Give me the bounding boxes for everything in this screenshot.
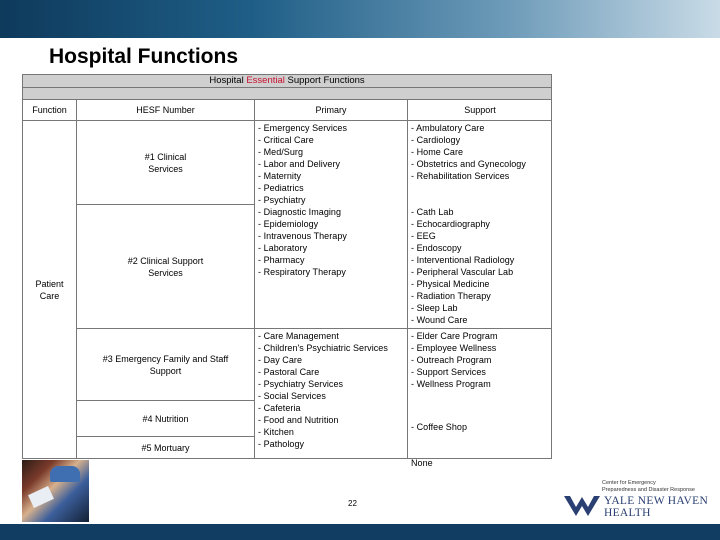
list-item: - Rehabilitation Services (411, 171, 510, 181)
list-item: - EEG (411, 231, 436, 241)
list-item: - Laboratory (258, 243, 308, 253)
list-item: - Psychiatry Services (258, 379, 344, 389)
list-item: - Obstetrics and Gynecology (411, 159, 526, 169)
id-card (28, 486, 54, 508)
list-item: - Epidemiology (258, 219, 319, 229)
hesf-3: #3 Emergency Family and Staff Support (77, 329, 255, 401)
support-5 (408, 457, 552, 469)
list-item: - Employee Wellness (411, 343, 497, 353)
list-item: - Wound Care (411, 315, 468, 325)
list-item: - Social Services (258, 391, 326, 401)
primary-support (255, 329, 408, 458)
list-item: - Support Services (411, 367, 486, 377)
list-item: - Maternity (258, 171, 302, 181)
logo-name (604, 495, 708, 519)
caption-before: Hospital (209, 75, 247, 86)
list-item: - Physical Medicine (411, 279, 490, 289)
list-item: - Echocardiography (411, 219, 490, 229)
list-item: - Sleep Lab (411, 303, 458, 313)
medical-staff-photo (22, 460, 89, 522)
support-1 (408, 121, 552, 205)
logo-name-line1: YALE NEW HAVEN (604, 495, 709, 507)
list-item: - Coffee Shop (411, 422, 468, 432)
logo-name-line2: HEALTH (604, 507, 651, 519)
logo-tagline-line: Center for Emergency (602, 480, 656, 486)
top-banner (0, 0, 720, 38)
list-item: - Labor and Delivery (258, 159, 341, 169)
hesf-5: #5 Mortuary (77, 437, 255, 458)
list-item: - Cath Lab (411, 207, 454, 217)
logo-tagline (602, 480, 695, 493)
hesf-2: #2 Clinical Support Services (77, 205, 255, 329)
table-spacer-row (23, 88, 551, 100)
header-function: Function (23, 100, 77, 121)
list-item: - Pastoral Care (258, 367, 320, 377)
list-item: - Pathology (258, 439, 305, 449)
list-item: - Peripheral Vascular Lab (411, 267, 514, 277)
list-item: - Kitchen (258, 427, 294, 437)
list-item: - Emergency Services (258, 123, 348, 133)
caption-after: Support Functions (284, 75, 365, 86)
functions-table (22, 74, 552, 468)
list-item: - Psychiatry (258, 195, 306, 205)
list-item: - Critical Care (258, 135, 314, 145)
list-item: - Outreach Program (411, 355, 492, 365)
support-4 (408, 421, 552, 437)
list-item: - Med/Surg (258, 147, 304, 157)
list-item: - Endoscopy (411, 243, 462, 253)
list-item: - Home Care (411, 147, 464, 157)
ynh-logo-icon (562, 492, 602, 520)
support-2 (408, 205, 552, 329)
header-hesf: HESF Number (77, 100, 255, 121)
list-item: - Respiratory Therapy (258, 267, 346, 277)
function-patient-care: Patient Care (23, 121, 77, 458)
list-item: - Cafeteria (258, 403, 301, 413)
caption-highlight: Essential (246, 75, 285, 86)
page-number: 22 (348, 499, 357, 508)
hesf-4: #4 Nutrition (77, 401, 255, 437)
hesf-1: #1 Clinical Services (77, 121, 255, 205)
list-item: - Pediatrics (258, 183, 304, 193)
table-body (23, 100, 551, 468)
list-item: - Day Care (258, 355, 303, 365)
logo-tagline-line: Preparedness and Disaster Response (602, 486, 695, 493)
page-title: Hospital Functions (49, 45, 238, 68)
primary-clinical (255, 121, 408, 329)
list-item: - Interventional Radiology (411, 255, 515, 265)
table-caption (23, 75, 551, 88)
list-item: - Ambulatory Care (411, 123, 485, 133)
header-primary: Primary (255, 100, 408, 121)
list-item: None (411, 458, 433, 468)
list-item: - Diagnostic Imaging (258, 207, 342, 217)
list-item: - Care Management (258, 331, 339, 341)
list-item: - Cardiology (411, 135, 461, 145)
list-item: - Intravenous Therapy (258, 231, 347, 241)
surgical-cap (50, 466, 80, 482)
list-item: - Radiation Therapy (411, 291, 491, 301)
list-item: - Children's Psychiatric Services (258, 343, 388, 353)
header-support: Support (408, 100, 552, 121)
list-item: - Food and Nutrition (258, 415, 339, 425)
list-item: - Elder Care Program (411, 331, 498, 341)
list-item: - Pharmacy (258, 255, 305, 265)
bottom-banner (0, 524, 720, 540)
list-item: - Wellness Program (411, 379, 491, 389)
support-3 (408, 329, 552, 401)
